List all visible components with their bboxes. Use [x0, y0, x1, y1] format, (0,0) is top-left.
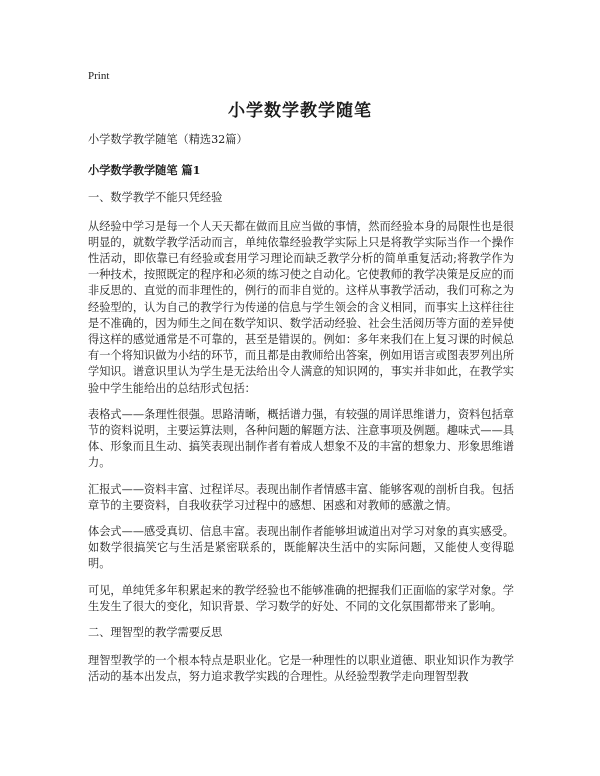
paragraph: 理智型教学的一个根本特点是职业化。它是一种理性的以职业道德、职业知识作为教学活动的基本出发点，努力追求教学实践的合理性。从经验型教学走向理智型教 [88, 654, 514, 684]
document-body [88, 132, 514, 696]
paragraph: 汇报式——资料丰富、过程详尽。表现出制作者情感丰富、能够客观的剖析自我。包括章节的主要资料，自我收获学习过程中的感想、困惑和对教师的感激之情。 [88, 482, 514, 512]
paragraph: 表格式——条理性很强。思路清晰，概括谱力强，有较强的周详思维谱力，资料包括章节的资料说明，主要运算法则，各种问题的解题方法、注意事项及例题。趣味式——具体、形象而且生动、搞笑表现出制作者有着成人想象不及的丰富的想象力、形象思维谱力。 [88, 407, 514, 470]
document-subtitle: 小学数学教学随笔（精选32篇） [88, 133, 248, 146]
paragraph: 从经验中学习是每一个人天天都在做而且应当做的事情，然而经验本身的局限性也是很明显的，就数学教学活动而言，单纯依靠经验教学实际上只是将教学实际当作一个操作性活动，即依靠已有经验或套用学习理论而缺乏教学分析的简单重复活动;将教学作为一种技术，按照既定的程序和必须的练习使之自动化。它使教师的教学决策是反应的而非反思的、直觉的而非理性的，例行的而非自觉的。这样从事教学活动，我们可称之为经验型的，认为自己的教学行为传递的信息与学生领会的含义相同，而事实上这样往往是不准确的，因为师生之间在数学知识、数学活动经验、社会生活阅历等方面的差异使得这样的感觉通常是不可靠的，甚至是错误的。例如：多年来我们在上复习课的时候总有一个将知识做为小结的环节，而且都是由教师给出答案，例如用语言或图表罗列出所学知识。谱意识里认为学生是无法给出令人满意的知识网的，事实并非如此，在教学实验中学生能给出的总结形式包括： [88, 219, 514, 395]
heading-1: 一、数学教学不能只凭经验 [88, 191, 223, 205]
paragraph: 体会式——感受真切、信息丰富。表现出制作者能够坦诚道出对学习对象的真实感受。如数学很搞笑它与生活是紧密联系的，既能解决生活中的实际问题，又能使人变得聪明。 [88, 525, 514, 571]
section-title: 小学数学教学随笔 篇1 [88, 163, 201, 178]
page-title: 小学数学教学随笔 [228, 101, 372, 121]
print-link[interactable]: Print [88, 70, 110, 82]
heading-2: 二、理智型的教学需要反思 [88, 626, 223, 640]
paragraph: 可见，单纯凭多年积累起来的教学经验也不能够准确的把握我们正面临的家学对象。学生发生了很大的变化，知识背景、学习数学的好处、不同的文化氛围都带来了影响。 [88, 583, 514, 613]
